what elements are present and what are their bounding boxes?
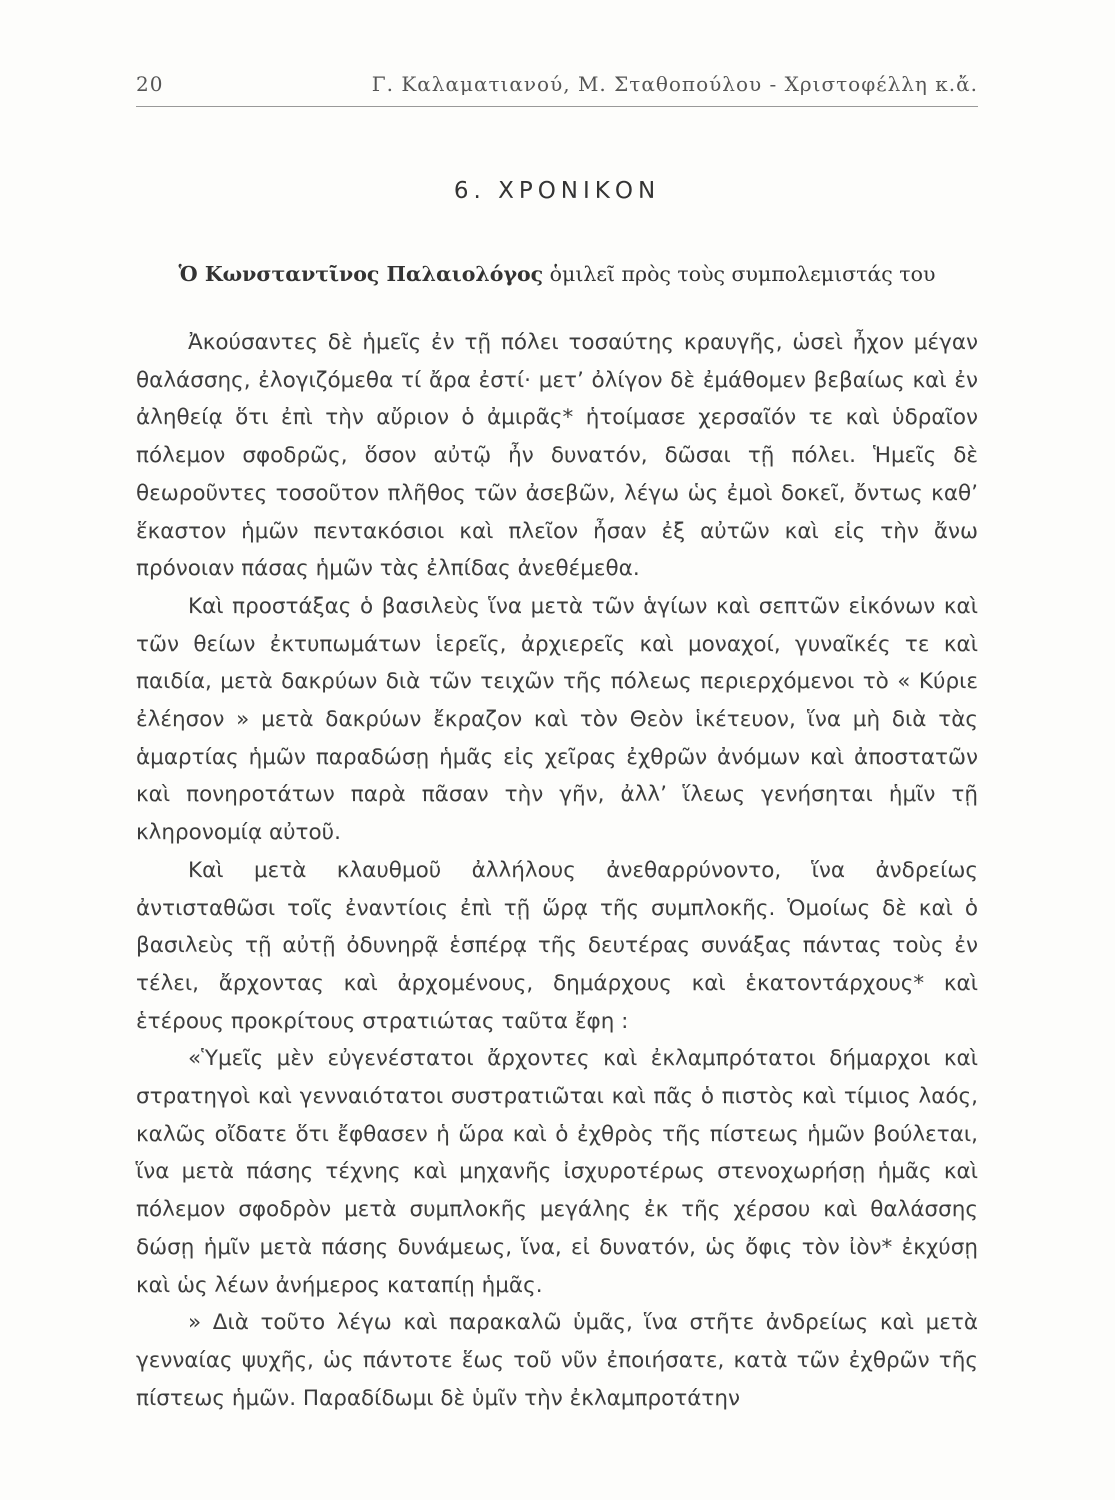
page-number: 20	[136, 72, 164, 96]
running-header	[136, 72, 978, 104]
paragraph-4: «Ὑμεῖς μὲν εὐγενέστατοι ἄρχοντες καὶ ἐκλαμπρότατοι δήμαρχοι καὶ στρατηγοὶ καὶ γενναιότατοι συστρατιῶται καὶ πᾶς ὁ πιστὸς καὶ τίμιος λαός, καλῶς οἴδατε ὅτι ἔφθασεν ἡ ὥρα καὶ ὁ ἐχθρὸς τῆς πίστεως ἡμῶν βούλεται, ἵνα μετὰ πάσης τέχνης καὶ μηχανῆς ἰσχυροτέρως στενοχωρήσῃ ἡμᾶς καὶ πόλεμον σφοδρὸν μετὰ συμπλοκῆς μεγάλης ἐκ τῆς χέρσου καὶ θαλάσσης δώσῃ ἡμῖν μετὰ πάσης δυνάμεως, ἵνα, εἰ δυνατόν, ὡς ὄφις τὸν ἰὸν* ἐκχύσῃ καὶ ὡς λέων ἀνήμερος καταπίῃ ἡμᾶς.	[136, 1046, 978, 1298]
paragraph-1: Ἀκούσαντες δὲ ἡμεῖς ἐν τῇ πόλει τοσαύτης κραυγῆς, ὡσεὶ ἦχον μέγαν θαλάσσης, ἐλογιζόμεθα τί ἄρα ἐστί· μετ’ ὀλίγον δὲ ἐμάθομεν βεβαίως καὶ ἐν ἀληθείᾳ ὅτι ἐπὶ τὴν αὔριον ὁ ἀμιρᾶς* ἡτοίμασε χερσαῖόν τε καὶ ὑδραῖον πόλεμον σφοδρῶς, ὅσον αὐτῷ ἦν δυνατόν, δῶσαι τῇ πόλει. Ἡμεῖς δὲ θεωροῦντες τοσοῦτον πλῆθος τῶν ἀσεβῶν, λέγω ὡς ἐμοὶ δοκεῖ, ὄντως καθ’ ἕκαστον ἡμῶν πεντακόσιοι καὶ πλεῖον ἦσαν ἐξ αὐτῶν καὶ εἰς τὴν ἄνω πρόνοιαν πάσας ἡμῶν τὰς ἐλπίδας ἀνεθέμεθα.	[136, 330, 978, 582]
body-text	[136, 324, 978, 1417]
paragraph-5: » Διὰ τοῦτο λέγω καὶ παρακαλῶ ὑμᾶς, ἵνα στῆτε ἀνδρείως καὶ μετὰ γενναίας ψυχῆς, ὡς πάντοτε ἕως τοῦ νῦν ἐποιήσατε, κατὰ τῶν ἐχθρῶν τῆς πίστεως ἡμῶν. Παραδίδωμι δὲ ὑμῖν τὴν ἐκλαμπροτάτην	[136, 1310, 978, 1411]
paragraph-2: Καὶ προστάξας ὁ βασιλεὺς ἵνα μετὰ τῶν ἁγίων καὶ σεπτῶν εἰκόνων καὶ τῶν θείων ἐκτυπωμάτων ἱερεῖς, ἀρχιερεῖς καὶ μοναχοί, γυναῖκές τε καὶ παιδία, μετὰ δακρύων διὰ τῶν τειχῶν τῆς πόλεως περιερχόμενοι τὸ « Κύριε ἐλέησον » μετὰ δακρύων ἔκραζον καὶ τὸν Θεὸν ἱκέτευον, ἵνα μὴ διὰ τὰς ἁμαρτίας ἡμῶν παραδώσῃ ἡμᾶς εἰς χεῖρας ἐχθρῶν ἀνόμων καὶ ἀποστατῶν καὶ πονηροτάτων παρὰ πᾶσαν τὴν γῆν, ἀλλ’ ἵλεως γενήσηται ἡμῖν τῇ κληρονομίᾳ αὐτοῦ.	[136, 593, 978, 846]
subtitle-rest: ὁμιλεῖ πρὸς τοὺς συμπολεμιστάς του	[549, 262, 936, 286]
subtitle-bold: Ὁ Κωνσταντῖνος Παλαιολόγος	[178, 262, 544, 286]
header-authors: Γ. Καλαματιανού, Μ. Σταθοπούλου - Χριστοφέλλη κ.ἄ.	[371, 72, 978, 96]
header-rule	[136, 106, 978, 107]
section-title: 6. ΧΡΟΝΙΚΟΝ	[453, 178, 661, 204]
section-subtitle	[136, 262, 978, 286]
paragraph-3: Καὶ μετὰ κλαυθμοῦ ἀλλήλους ἀνεθαρρύνοντο, ἵνα ἀνδρείως ἀντισταθῶσι τοῖς ἐναντίοις ἐπὶ τῇ ὥρᾳ τῆς συμπλοκῆς. Ὁμοίως δὲ καὶ ὁ βασιλεὺς τῇ αὐτῇ ὀδυνηρᾷ ἑσπέρᾳ τῆς δευτέρας συνάξας πάντας τοὺς ἐν τέλει, ἄρχοντας καὶ ἀρχομένους, δημάρχους καὶ ἑκατοντάρχους* καὶ ἑτέρους προκρίτους στρατιώτας ταῦτα ἔφη :	[136, 857, 978, 1034]
